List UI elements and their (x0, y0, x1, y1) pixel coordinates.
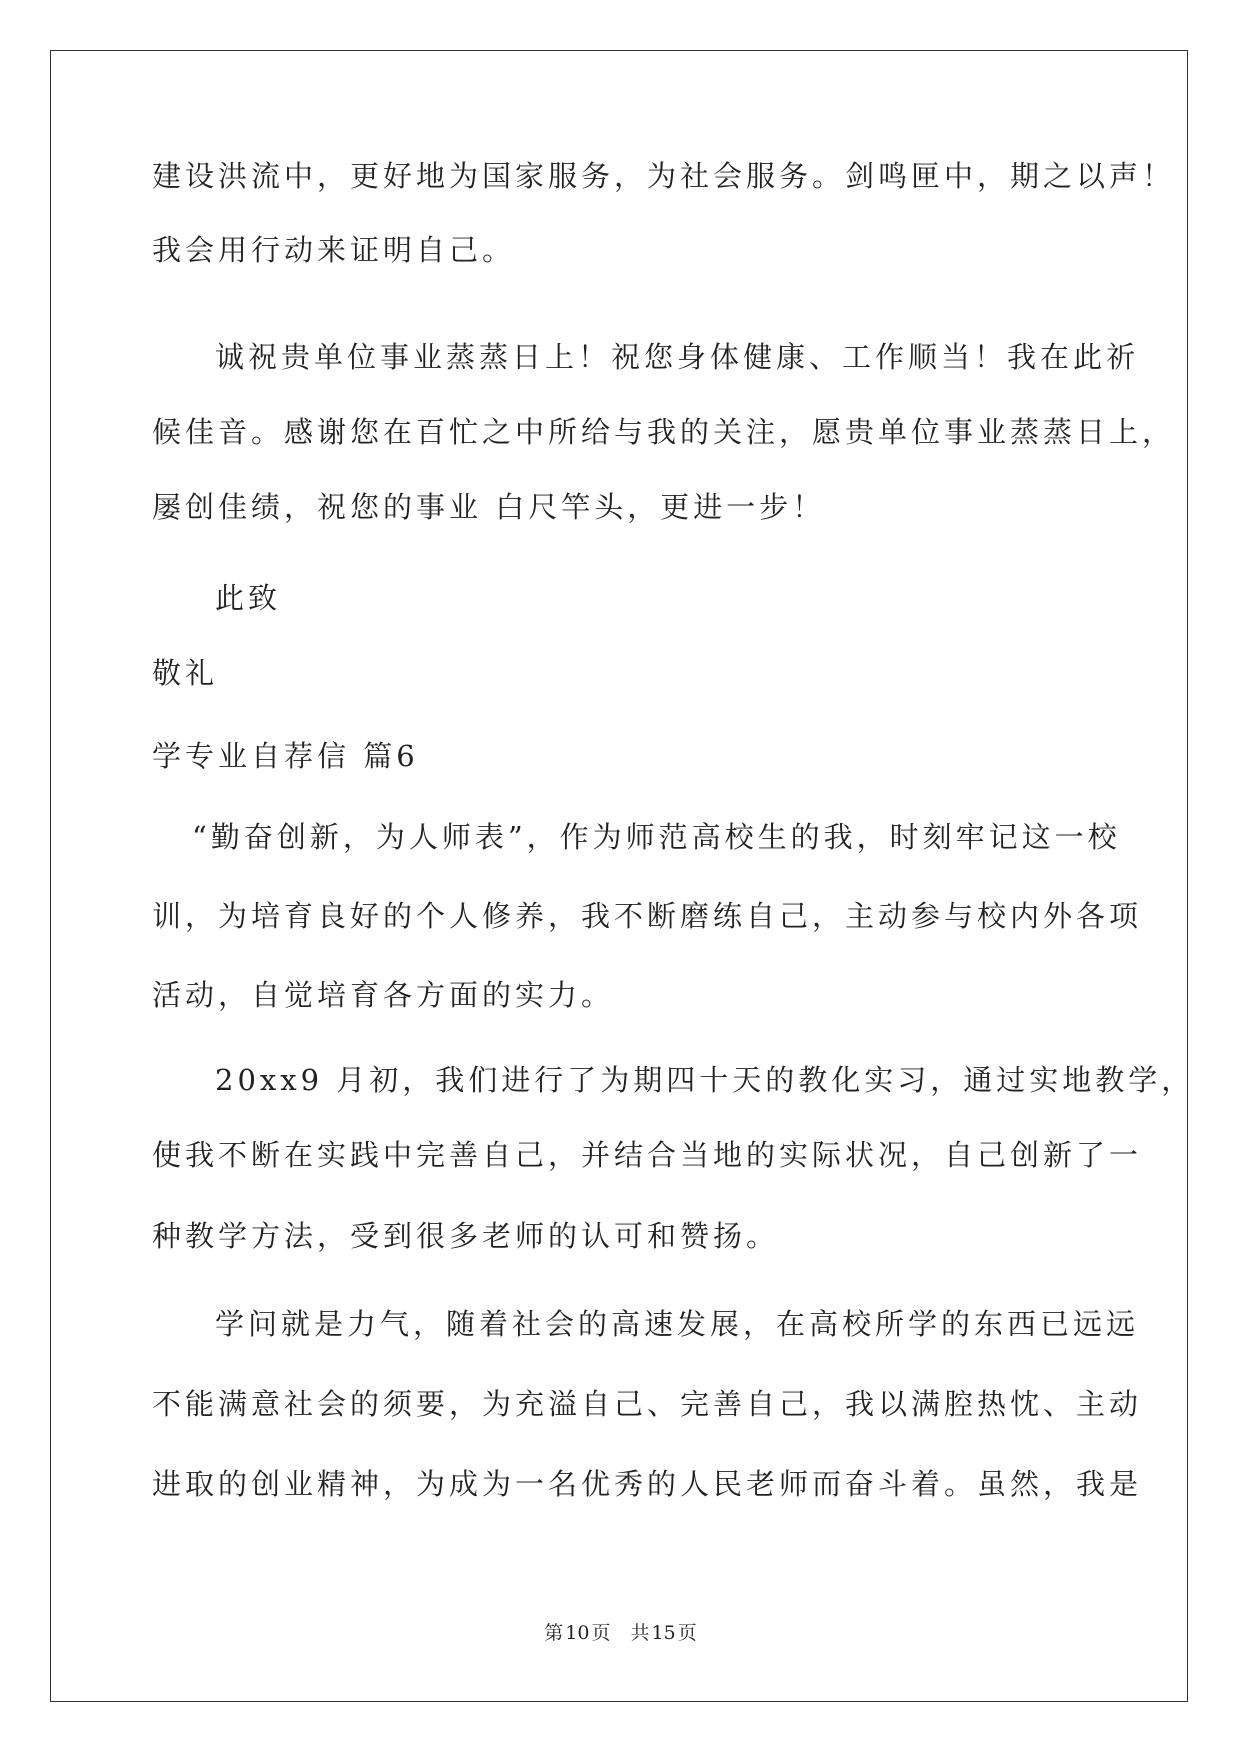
text-line: 候佳音。感谢您在百忙之中所给与我的关注，愿贵单位事业蒸蒸日上， (152, 415, 1176, 449)
page-footer (0, 1621, 1241, 1645)
footer-total-suffix: 页 (677, 1622, 697, 1644)
text-line: “勤奋创新，为人师表”，作为师范高校生的我，时刻牢记这一校 (192, 820, 1121, 854)
footer-total-pages: 15 (651, 1622, 676, 1644)
footer-page-prefix: 第 (544, 1622, 564, 1644)
text-line: 学问就是力气，随着社会的高速发展，在高校所学的东西已远远 (215, 1307, 1140, 1341)
text-line: 20xx9 月初，我们进行了为期四十天的教化实习，通过实地教学， (215, 1063, 1195, 1097)
footer-total-prefix: 共 (630, 1622, 650, 1644)
text-line: 活动，自觉培育各方面的实力。 (152, 978, 615, 1012)
page-border (50, 50, 1188, 1702)
text-line: 不能满意社会的须要，为充溢自己、完善自己，我以满腔热忱、主动 (152, 1387, 1143, 1421)
footer-page-suffix: 页 (591, 1622, 611, 1644)
text-line: 种教学方法，受到很多老师的认可和赞扬。 (152, 1219, 780, 1253)
closing-line: 敬礼 (152, 656, 219, 690)
text-line: 使我不断在实践中完善自己，并结合当地的实际状况，自己创新了一 (152, 1138, 1143, 1172)
text-line: 进取的创业精神，为成为一名优秀的人民老师而奋斗着。虽然，我是 (152, 1467, 1143, 1501)
text-line: 诚祝贵单位事业蒸蒸日上！祝您身体健康、工作顺当！我在此祈 (215, 340, 1140, 374)
salutation-line: 此致 (215, 581, 282, 615)
section-heading: 学专业自荐信 篇6 (152, 739, 419, 773)
text-line: 屡创佳绩，祝您的事业 白尺竿头，更进一步！ (152, 490, 826, 524)
text-line: 我会用行动来证明自己。 (152, 233, 516, 267)
text-line: 建设洪流中，更好地为国家服务，为社会服务。剑鸣匣中，期之以声！ (152, 159, 1176, 193)
text-line: 训，为培育良好的个人修养，我不断磨练自己，主动参与校内外各项 (152, 899, 1143, 933)
footer-page-number: 10 (565, 1622, 590, 1644)
